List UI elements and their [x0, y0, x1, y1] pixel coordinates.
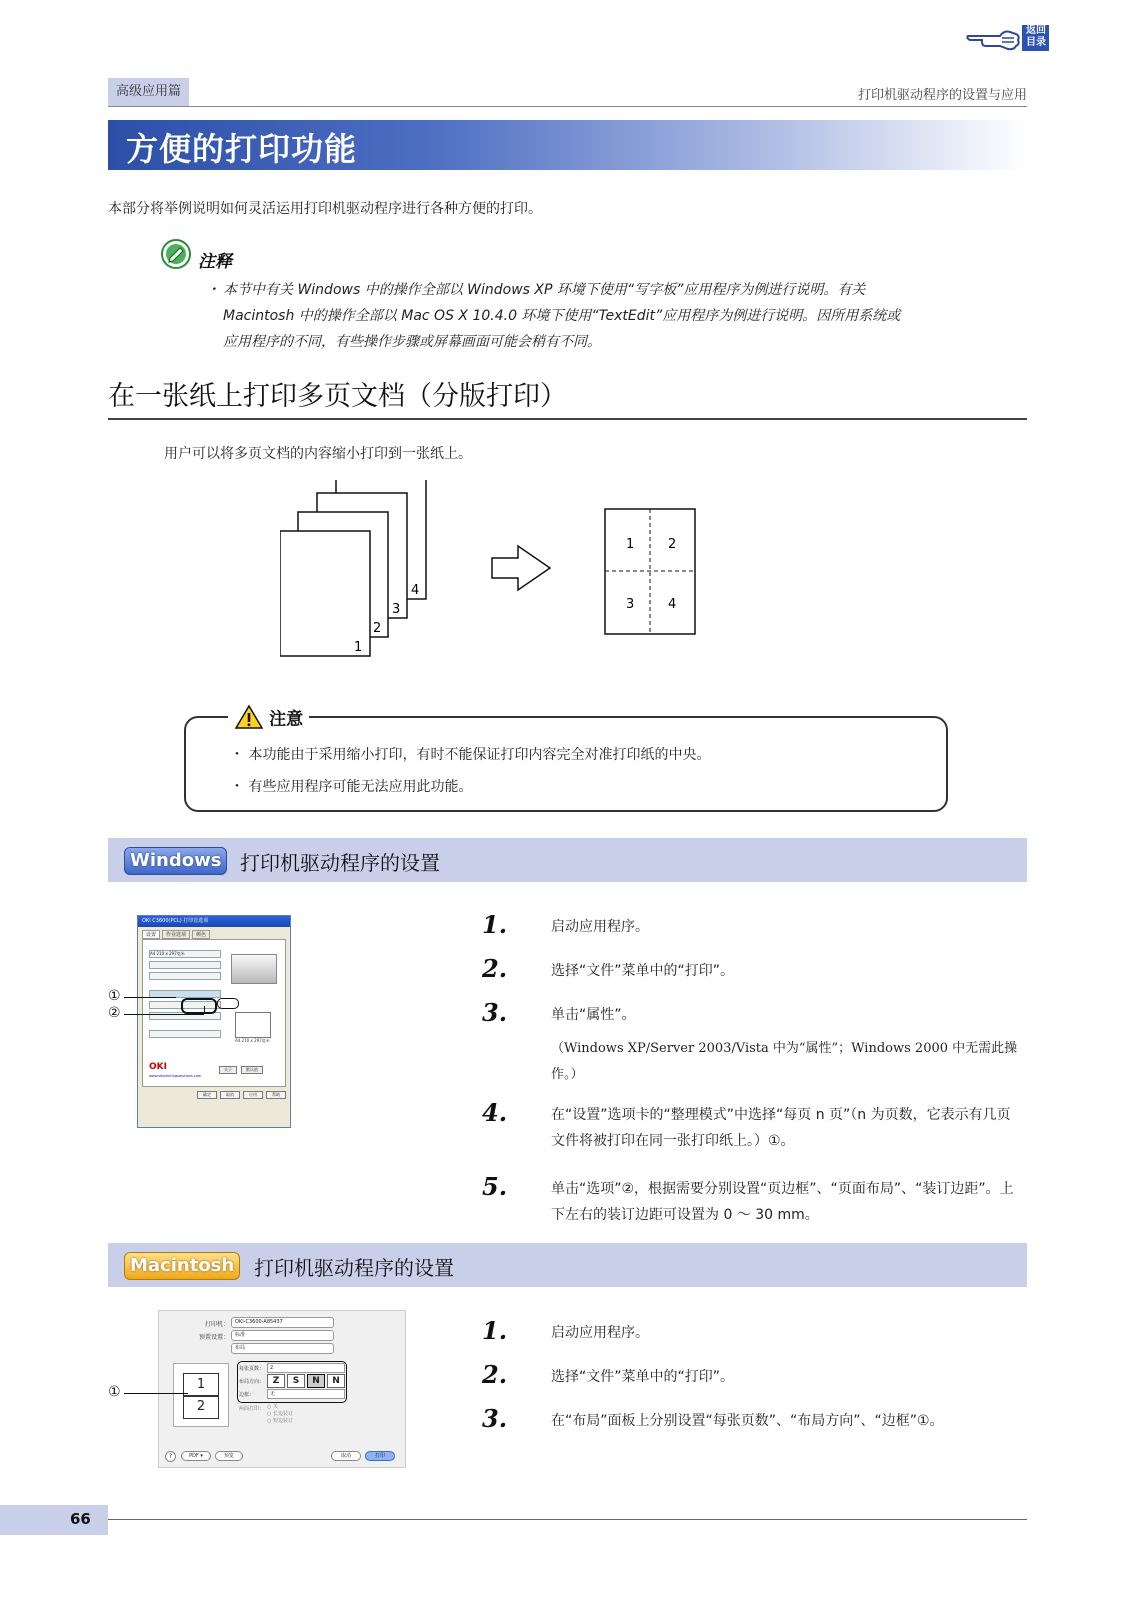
mac-pages-label: 每张页数：: [239, 1366, 265, 1372]
mac-cancel-button[interactable]: 取消: [331, 1451, 361, 1461]
win-step-2-number: 2.: [482, 954, 508, 983]
tab-color[interactable]: 颜色: [192, 930, 210, 939]
page-sheet-1: [280, 531, 370, 656]
mac-help-button[interactable]: ?: [165, 1451, 176, 1462]
page-number: 66: [70, 1510, 91, 1528]
mac-direction-label: 布局方向：: [239, 1379, 265, 1385]
tab-job-options[interactable]: 作业选项: [162, 930, 190, 939]
help-button[interactable]: 帮助: [266, 1091, 286, 1099]
callout-label-1: ①: [108, 988, 121, 1004]
page-number-box: [0, 1505, 108, 1535]
grid-label-4: 4: [668, 597, 677, 612]
back-label-line1: 返回: [1026, 25, 1046, 36]
stack-label-1: 1: [354, 640, 363, 655]
mac-preview-page-2: 2: [183, 1395, 219, 1419]
caution-title: 注意: [269, 709, 304, 730]
preview-image: [235, 1012, 271, 1038]
caution-header: [228, 704, 309, 732]
mac-duplex-label: 两面打印：: [239, 1406, 265, 1412]
note-line-2: Macintosh 中的操作全部以 Mac OS X 10.4.0 环境下使用“TextEdit”应用程序为例进行说明。因所用系统或: [223, 308, 901, 324]
note-bullet: ・: [206, 282, 220, 298]
n-layout-icon: N: [307, 1374, 325, 1388]
windows-section-band: [108, 838, 1027, 882]
mac-printer-label: 打印机：: [204, 1321, 229, 1328]
note-body: [206, 277, 1026, 355]
oki-link[interactable]: www.okiprintingsolutions.com: [149, 1074, 202, 1078]
win-step-3-number: 3.: [482, 998, 508, 1027]
arrow-right-icon: [492, 546, 550, 590]
windows-print-dialog-screenshot: [137, 915, 291, 1128]
mac-duplex-options[interactable]: ○ 关 ○ 长边装订 ○ 短边装订: [267, 1404, 293, 1424]
mac-pages-select[interactable]: 2: [267, 1363, 345, 1373]
mac-callout-label-1: ①: [108, 1384, 121, 1400]
grid-label-2: 2: [668, 537, 677, 552]
caution-bullet: ・: [230, 779, 244, 795]
stack-label-2: 2: [373, 621, 382, 636]
mac-printer-select[interactable]: OKI-C3600-A85437: [231, 1317, 334, 1328]
mac-step-1-text: 启动应用程序。: [551, 1325, 649, 1341]
back-to-contents-button[interactable]: [966, 24, 1056, 52]
cancel-button[interactable]: 取消: [220, 1091, 240, 1099]
caution-text-2: 有些应用程序可能无法应用此功能。: [248, 779, 473, 795]
win-step-3-note: （Windows XP/Server 2003/Vista 中为“属性”；Windows 2000 中无需此操作。）: [551, 1041, 1018, 1082]
z-layout-icon: Z: [267, 1374, 285, 1388]
mac-print-button[interactable]: 打印: [365, 1451, 395, 1461]
header-divider: [108, 106, 1027, 107]
ok-button[interactable]: 确定: [197, 1091, 217, 1099]
section-title: 在一张纸上打印多页文档（分版打印）: [108, 381, 567, 412]
back-label-line2: 目录: [1026, 37, 1046, 48]
mac-pane-select[interactable]: 布局: [231, 1343, 334, 1354]
section-divider: [108, 418, 1027, 420]
win-step-1-text: 启动应用程序。: [551, 919, 649, 935]
note-title: 注释: [198, 252, 232, 272]
mac-step-1-number: 1.: [482, 1316, 508, 1345]
mac-preset-label: 预置设置：: [198, 1334, 229, 1341]
s-layout-icon: S: [287, 1374, 305, 1388]
page-title: 方便的打印功能: [126, 130, 358, 168]
windows-badge: Windows: [124, 847, 227, 875]
warning-triangle-icon: [234, 704, 264, 730]
stack-label-3: 3: [392, 602, 401, 617]
grid-label-3: 3: [626, 597, 635, 612]
printer-image: [231, 954, 277, 984]
win-step-5-text: 单击“选项”②，根据需要分别设置“页边框”、“页面布局”、“装订边距”。上下左右的装订边距可设置为 0 ～ 30 mm。: [551, 1181, 1014, 1223]
chapter-title: 打印机驱动程序的设置与应用: [857, 88, 1027, 103]
mac-step-2-text: 选择“文件”菜单中的“打印”。: [551, 1369, 735, 1385]
section-description: 用户可以将多页文档的内容缩小打印到一张纸上。: [164, 446, 472, 462]
callout-highlight-2: [217, 998, 239, 1009]
win-step-4-number: 4.: [482, 1098, 508, 1127]
mac-preview-button[interactable]: 预览: [215, 1451, 243, 1461]
apply-button[interactable]: 应用: [243, 1091, 263, 1099]
mac-step-3-text: 在“布局”面板上分别设置“每张页数”、“布局方向”、“边框”①。: [551, 1413, 944, 1429]
tab-settings[interactable]: 设置: [142, 930, 160, 939]
macintosh-section-title: 打印机驱动程序的设置: [254, 1256, 454, 1280]
stack-label-4: 4: [411, 583, 420, 598]
note-line-1: 本节中有关 Windows 中的操作全部以 Windows XP 环境下使用“写字板”应用程序为例进行说明。有关: [223, 282, 866, 298]
macintosh-badge: Macintosh: [124, 1252, 240, 1280]
dialog-titlebar: OKI C3600(PCL) 打印首选项: [138, 916, 290, 927]
mac-step-2-number: 2.: [482, 1360, 508, 1389]
mac-duplex-off: 关: [272, 1404, 278, 1410]
mac-preview-page-1: 1: [183, 1373, 219, 1397]
n-reverse-layout-icon: N: [327, 1374, 345, 1388]
win-step-5-number: 5.: [482, 1172, 508, 1201]
about-button[interactable]: 关于: [219, 1066, 237, 1074]
section-tag: 高级应用篇: [108, 78, 189, 106]
title-band: [108, 120, 1027, 170]
windows-section-title: 打印机驱动程序的设置: [240, 851, 440, 875]
grid-label-1: 1: [626, 537, 635, 552]
mac-direction-options[interactable]: [267, 1374, 345, 1388]
callout-line-2: [124, 1014, 204, 1015]
mac-border-select[interactable]: 无: [267, 1389, 345, 1399]
defaults-button[interactable]: 默认值: [241, 1066, 263, 1074]
win-step-1-number: 1.: [482, 910, 508, 939]
callout-line-1: [124, 997, 176, 998]
footer-divider: [108, 1519, 1027, 1520]
mac-pdf-button[interactable]: PDF ▾: [181, 1451, 211, 1461]
mac-callout-line-1: [124, 1393, 188, 1394]
n-up-diagram: [280, 480, 740, 680]
mac-duplex-short: 短边装订: [272, 1418, 293, 1424]
mac-print-dialog-screenshot: [158, 1310, 406, 1468]
win-step-4-text: 在“设置”选项卡的“整理模式”中选择“每页 n 页”（n 为页数，它表示有几页文件将被打印在同一张打印纸上。）①。: [551, 1107, 1011, 1149]
paper-size-caption: A4 210 x 297毫米: [235, 1038, 270, 1043]
macintosh-section-band: [108, 1243, 1027, 1287]
mac-step-3-number: 3.: [482, 1404, 508, 1433]
oki-logo: OKI: [149, 1062, 167, 1072]
note-line-3: 应用程序的不同，有些操作步骤或屏幕画面可能会稍有不同。: [223, 334, 601, 350]
caution-text-1: 本功能由于采用缩小打印，有时不能保证打印内容完全对准打印纸的中央。: [248, 747, 711, 763]
caution-item-1: [230, 744, 710, 764]
mac-preset-select[interactable]: 标准: [231, 1330, 334, 1341]
caution-item-2: [230, 776, 472, 796]
mac-border-label: 边框：: [239, 1392, 255, 1398]
mac-duplex-long: 长边装订: [272, 1411, 293, 1417]
caution-bullet: ・: [230, 747, 244, 763]
paper-size-select[interactable]: A4 210 x 297毫米: [149, 950, 221, 958]
pencil-check-icon: [160, 238, 192, 270]
intro-text: 本部分将举例说明如何灵活运用打印机驱动程序进行各种方便的打印。: [108, 201, 542, 217]
win-step-2-text: 选择“文件”菜单中的“打印”。: [551, 963, 735, 979]
callout-highlight-1: [181, 998, 217, 1014]
win-step-3-text: 单击“属性”。: [551, 1007, 636, 1023]
callout-label-2: ②: [108, 1005, 121, 1021]
